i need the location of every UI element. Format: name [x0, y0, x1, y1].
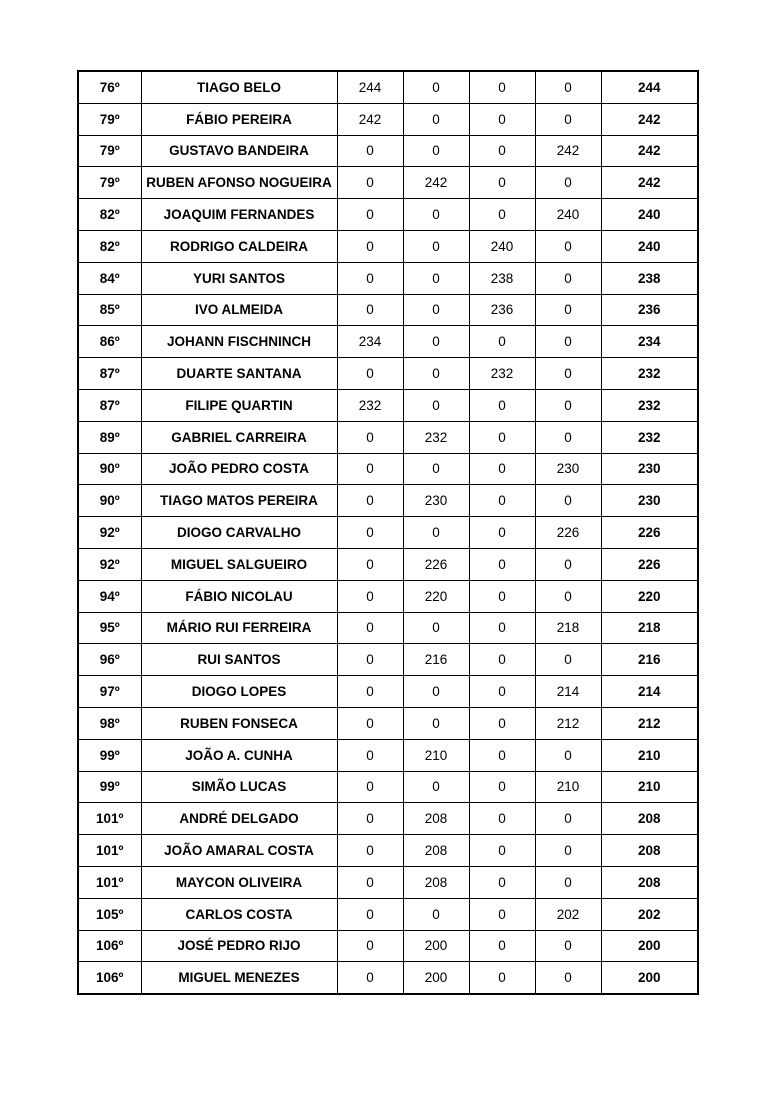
score-2-cell: 0: [403, 230, 469, 262]
score-1-cell: 0: [337, 612, 403, 644]
player-name-cell: DIOGO LOPES: [141, 676, 337, 708]
score-4-cell: 0: [535, 71, 601, 103]
score-2-cell: 0: [403, 676, 469, 708]
total-score-cell: 200: [601, 962, 698, 994]
position-cell: 86º: [78, 326, 141, 358]
position-cell: 84º: [78, 262, 141, 294]
score-1-cell: 0: [337, 962, 403, 994]
total-score-cell: 210: [601, 739, 698, 771]
score-3-cell: 0: [469, 962, 535, 994]
score-1-cell: 0: [337, 835, 403, 867]
score-1-cell: 0: [337, 644, 403, 676]
total-score-cell: 226: [601, 548, 698, 580]
score-1-cell: 0: [337, 676, 403, 708]
score-4-cell: 202: [535, 898, 601, 930]
position-cell: 94º: [78, 580, 141, 612]
player-name-cell: JOAQUIM FERNANDES: [141, 199, 337, 231]
score-2-cell: 216: [403, 644, 469, 676]
player-name-cell: RUBEN AFONSO NOGUEIRA: [141, 167, 337, 199]
player-name-cell: RODRIGO CALDEIRA: [141, 230, 337, 262]
score-3-cell: 0: [469, 707, 535, 739]
score-3-cell: 0: [469, 835, 535, 867]
total-score-cell: 226: [601, 517, 698, 549]
score-2-cell: 0: [403, 771, 469, 803]
score-4-cell: 212: [535, 707, 601, 739]
table-row: [78, 199, 698, 231]
total-score-cell: 232: [601, 421, 698, 453]
player-name-cell: CARLOS COSTA: [141, 898, 337, 930]
score-4-cell: 240: [535, 199, 601, 231]
score-1-cell: 0: [337, 548, 403, 580]
total-score-cell: 212: [601, 707, 698, 739]
score-2-cell: 208: [403, 835, 469, 867]
total-score-cell: 240: [601, 230, 698, 262]
total-score-cell: 240: [601, 199, 698, 231]
score-2-cell: 232: [403, 421, 469, 453]
score-3-cell: 0: [469, 771, 535, 803]
position-cell: 90º: [78, 485, 141, 517]
total-score-cell: 242: [601, 167, 698, 199]
score-1-cell: 0: [337, 866, 403, 898]
position-cell: 101º: [78, 803, 141, 835]
score-4-cell: 0: [535, 421, 601, 453]
score-1-cell: 0: [337, 485, 403, 517]
score-2-cell: 0: [403, 199, 469, 231]
score-3-cell: 240: [469, 230, 535, 262]
table-row: [78, 548, 698, 580]
score-4-cell: 0: [535, 548, 601, 580]
total-score-cell: 230: [601, 485, 698, 517]
player-name-cell: IVO ALMEIDA: [141, 294, 337, 326]
score-3-cell: 0: [469, 135, 535, 167]
player-name-cell: SIMÃO LUCAS: [141, 771, 337, 803]
total-score-cell: 232: [601, 389, 698, 421]
position-cell: 90º: [78, 453, 141, 485]
score-2-cell: 0: [403, 326, 469, 358]
score-1-cell: 0: [337, 135, 403, 167]
table-row: [78, 167, 698, 199]
total-score-cell: 210: [601, 771, 698, 803]
total-score-cell: 236: [601, 294, 698, 326]
total-score-cell: 230: [601, 453, 698, 485]
table-row: [78, 835, 698, 867]
score-3-cell: 0: [469, 326, 535, 358]
score-4-cell: 0: [535, 294, 601, 326]
table-row: [78, 326, 698, 358]
player-name-cell: TIAGO BELO: [141, 71, 337, 103]
score-4-cell: 0: [535, 803, 601, 835]
score-3-cell: 0: [469, 676, 535, 708]
score-1-cell: 0: [337, 930, 403, 962]
score-3-cell: 0: [469, 199, 535, 231]
score-2-cell: 0: [403, 517, 469, 549]
score-3-cell: 236: [469, 294, 535, 326]
score-3-cell: 0: [469, 930, 535, 962]
player-name-cell: JOÃO PEDRO COSTA: [141, 453, 337, 485]
score-2-cell: 208: [403, 866, 469, 898]
score-4-cell: 0: [535, 326, 601, 358]
total-score-cell: 232: [601, 358, 698, 390]
score-4-cell: 0: [535, 389, 601, 421]
score-3-cell: 0: [469, 644, 535, 676]
total-score-cell: 216: [601, 644, 698, 676]
score-3-cell: 0: [469, 421, 535, 453]
table-row: [78, 866, 698, 898]
total-score-cell: 242: [601, 103, 698, 135]
total-score-cell: 208: [601, 835, 698, 867]
position-cell: 87º: [78, 358, 141, 390]
score-4-cell: 0: [535, 835, 601, 867]
total-score-cell: 208: [601, 866, 698, 898]
player-name-cell: RUBEN FONSECA: [141, 707, 337, 739]
table-row: [78, 135, 698, 167]
table-row: [78, 71, 698, 103]
table-row: [78, 517, 698, 549]
table-row: [78, 453, 698, 485]
score-4-cell: 218: [535, 612, 601, 644]
score-1-cell: 0: [337, 898, 403, 930]
score-1-cell: 0: [337, 199, 403, 231]
position-cell: 97º: [78, 676, 141, 708]
position-cell: 79º: [78, 135, 141, 167]
player-name-cell: JOHANN FISCHNINCH: [141, 326, 337, 358]
table-row: [78, 421, 698, 453]
table-row: [78, 771, 698, 803]
score-2-cell: 0: [403, 707, 469, 739]
table-row: [78, 358, 698, 390]
player-name-cell: JOSÉ PEDRO RIJO: [141, 930, 337, 962]
position-cell: 82º: [78, 199, 141, 231]
position-cell: 99º: [78, 771, 141, 803]
score-4-cell: 0: [535, 866, 601, 898]
score-2-cell: 230: [403, 485, 469, 517]
score-3-cell: 232: [469, 358, 535, 390]
player-name-cell: FÁBIO NICOLAU: [141, 580, 337, 612]
score-4-cell: 230: [535, 453, 601, 485]
score-3-cell: 238: [469, 262, 535, 294]
score-2-cell: 0: [403, 262, 469, 294]
position-cell: 99º: [78, 739, 141, 771]
score-2-cell: 200: [403, 930, 469, 962]
player-name-cell: DIOGO CARVALHO: [141, 517, 337, 549]
player-name-cell: FÁBIO PEREIRA: [141, 103, 337, 135]
score-4-cell: 0: [535, 485, 601, 517]
score-3-cell: 0: [469, 167, 535, 199]
score-3-cell: 0: [469, 612, 535, 644]
score-4-cell: 0: [535, 103, 601, 135]
player-name-cell: ANDRÉ DELGADO: [141, 803, 337, 835]
table-row: [78, 485, 698, 517]
position-cell: 95º: [78, 612, 141, 644]
score-4-cell: 0: [535, 358, 601, 390]
score-4-cell: 226: [535, 517, 601, 549]
table-row: [78, 612, 698, 644]
score-1-cell: 0: [337, 453, 403, 485]
table-row: [78, 898, 698, 930]
total-score-cell: 244: [601, 71, 698, 103]
table-row: [78, 930, 698, 962]
score-4-cell: 210: [535, 771, 601, 803]
total-score-cell: 238: [601, 262, 698, 294]
player-name-cell: MAYCON OLIVEIRA: [141, 866, 337, 898]
position-cell: 87º: [78, 389, 141, 421]
table-row: [78, 262, 698, 294]
score-2-cell: 0: [403, 294, 469, 326]
score-1-cell: 0: [337, 580, 403, 612]
score-2-cell: 0: [403, 898, 469, 930]
table-row: [78, 962, 698, 994]
table-row: [78, 230, 698, 262]
total-score-cell: 214: [601, 676, 698, 708]
score-3-cell: 0: [469, 389, 535, 421]
table-row: [78, 389, 698, 421]
player-name-cell: GABRIEL CARREIRA: [141, 421, 337, 453]
score-4-cell: 0: [535, 930, 601, 962]
score-2-cell: 0: [403, 103, 469, 135]
position-cell: 106º: [78, 962, 141, 994]
table-row: [78, 707, 698, 739]
score-1-cell: 0: [337, 517, 403, 549]
score-1-cell: 0: [337, 707, 403, 739]
total-score-cell: 242: [601, 135, 698, 167]
table-row: [78, 676, 698, 708]
player-name-cell: JOÃO AMARAL COSTA: [141, 835, 337, 867]
score-2-cell: 200: [403, 962, 469, 994]
score-2-cell: 0: [403, 389, 469, 421]
score-1-cell: 0: [337, 294, 403, 326]
score-2-cell: 210: [403, 739, 469, 771]
score-3-cell: 0: [469, 803, 535, 835]
score-1-cell: 232: [337, 389, 403, 421]
score-4-cell: 0: [535, 262, 601, 294]
score-1-cell: 0: [337, 230, 403, 262]
position-cell: 82º: [78, 230, 141, 262]
player-name-cell: JOÃO A. CUNHA: [141, 739, 337, 771]
score-4-cell: 0: [535, 580, 601, 612]
score-2-cell: 242: [403, 167, 469, 199]
total-score-cell: 202: [601, 898, 698, 930]
score-1-cell: 0: [337, 771, 403, 803]
score-4-cell: 214: [535, 676, 601, 708]
table-row: [78, 294, 698, 326]
player-name-cell: RUI SANTOS: [141, 644, 337, 676]
table-row: [78, 644, 698, 676]
score-1-cell: 0: [337, 167, 403, 199]
position-cell: 79º: [78, 167, 141, 199]
player-name-cell: MIGUEL MENEZES: [141, 962, 337, 994]
score-4-cell: 0: [535, 167, 601, 199]
score-3-cell: 0: [469, 71, 535, 103]
score-3-cell: 0: [469, 548, 535, 580]
score-1-cell: 0: [337, 358, 403, 390]
score-2-cell: 0: [403, 612, 469, 644]
score-2-cell: 0: [403, 453, 469, 485]
score-1-cell: 242: [337, 103, 403, 135]
score-2-cell: 0: [403, 71, 469, 103]
player-name-cell: FILIPE QUARTIN: [141, 389, 337, 421]
position-cell: 79º: [78, 103, 141, 135]
table-row: [78, 103, 698, 135]
position-cell: 101º: [78, 835, 141, 867]
score-1-cell: 234: [337, 326, 403, 358]
score-1-cell: 0: [337, 421, 403, 453]
player-name-cell: DUARTE SANTANA: [141, 358, 337, 390]
player-name-cell: GUSTAVO BANDEIRA: [141, 135, 337, 167]
score-3-cell: 0: [469, 453, 535, 485]
total-score-cell: 234: [601, 326, 698, 358]
total-score-cell: 218: [601, 612, 698, 644]
position-cell: 106º: [78, 930, 141, 962]
score-1-cell: 0: [337, 739, 403, 771]
ranking-table: [77, 70, 699, 995]
total-score-cell: 208: [601, 803, 698, 835]
player-name-cell: YURI SANTOS: [141, 262, 337, 294]
score-1-cell: 244: [337, 71, 403, 103]
position-cell: 85º: [78, 294, 141, 326]
total-score-cell: 220: [601, 580, 698, 612]
score-3-cell: 0: [469, 485, 535, 517]
table-row: [78, 803, 698, 835]
position-cell: 105º: [78, 898, 141, 930]
score-3-cell: 0: [469, 866, 535, 898]
score-2-cell: 0: [403, 135, 469, 167]
table-row: [78, 580, 698, 612]
score-2-cell: 208: [403, 803, 469, 835]
score-4-cell: 0: [535, 230, 601, 262]
score-4-cell: 0: [535, 644, 601, 676]
total-score-cell: 200: [601, 930, 698, 962]
table-row: [78, 739, 698, 771]
score-4-cell: 242: [535, 135, 601, 167]
score-3-cell: 0: [469, 517, 535, 549]
player-name-cell: TIAGO MATOS PEREIRA: [141, 485, 337, 517]
position-cell: 89º: [78, 421, 141, 453]
position-cell: 76º: [78, 71, 141, 103]
score-4-cell: 0: [535, 962, 601, 994]
score-2-cell: 220: [403, 580, 469, 612]
position-cell: 98º: [78, 707, 141, 739]
score-1-cell: 0: [337, 803, 403, 835]
position-cell: 92º: [78, 517, 141, 549]
score-3-cell: 0: [469, 103, 535, 135]
score-3-cell: 0: [469, 739, 535, 771]
score-3-cell: 0: [469, 580, 535, 612]
ranking-table-body: [78, 71, 698, 994]
score-2-cell: 226: [403, 548, 469, 580]
position-cell: 101º: [78, 866, 141, 898]
position-cell: 96º: [78, 644, 141, 676]
score-1-cell: 0: [337, 262, 403, 294]
score-3-cell: 0: [469, 898, 535, 930]
position-cell: 92º: [78, 548, 141, 580]
score-4-cell: 0: [535, 739, 601, 771]
player-name-cell: MIGUEL SALGUEIRO: [141, 548, 337, 580]
player-name-cell: MÁRIO RUI FERREIRA: [141, 612, 337, 644]
score-2-cell: 0: [403, 358, 469, 390]
